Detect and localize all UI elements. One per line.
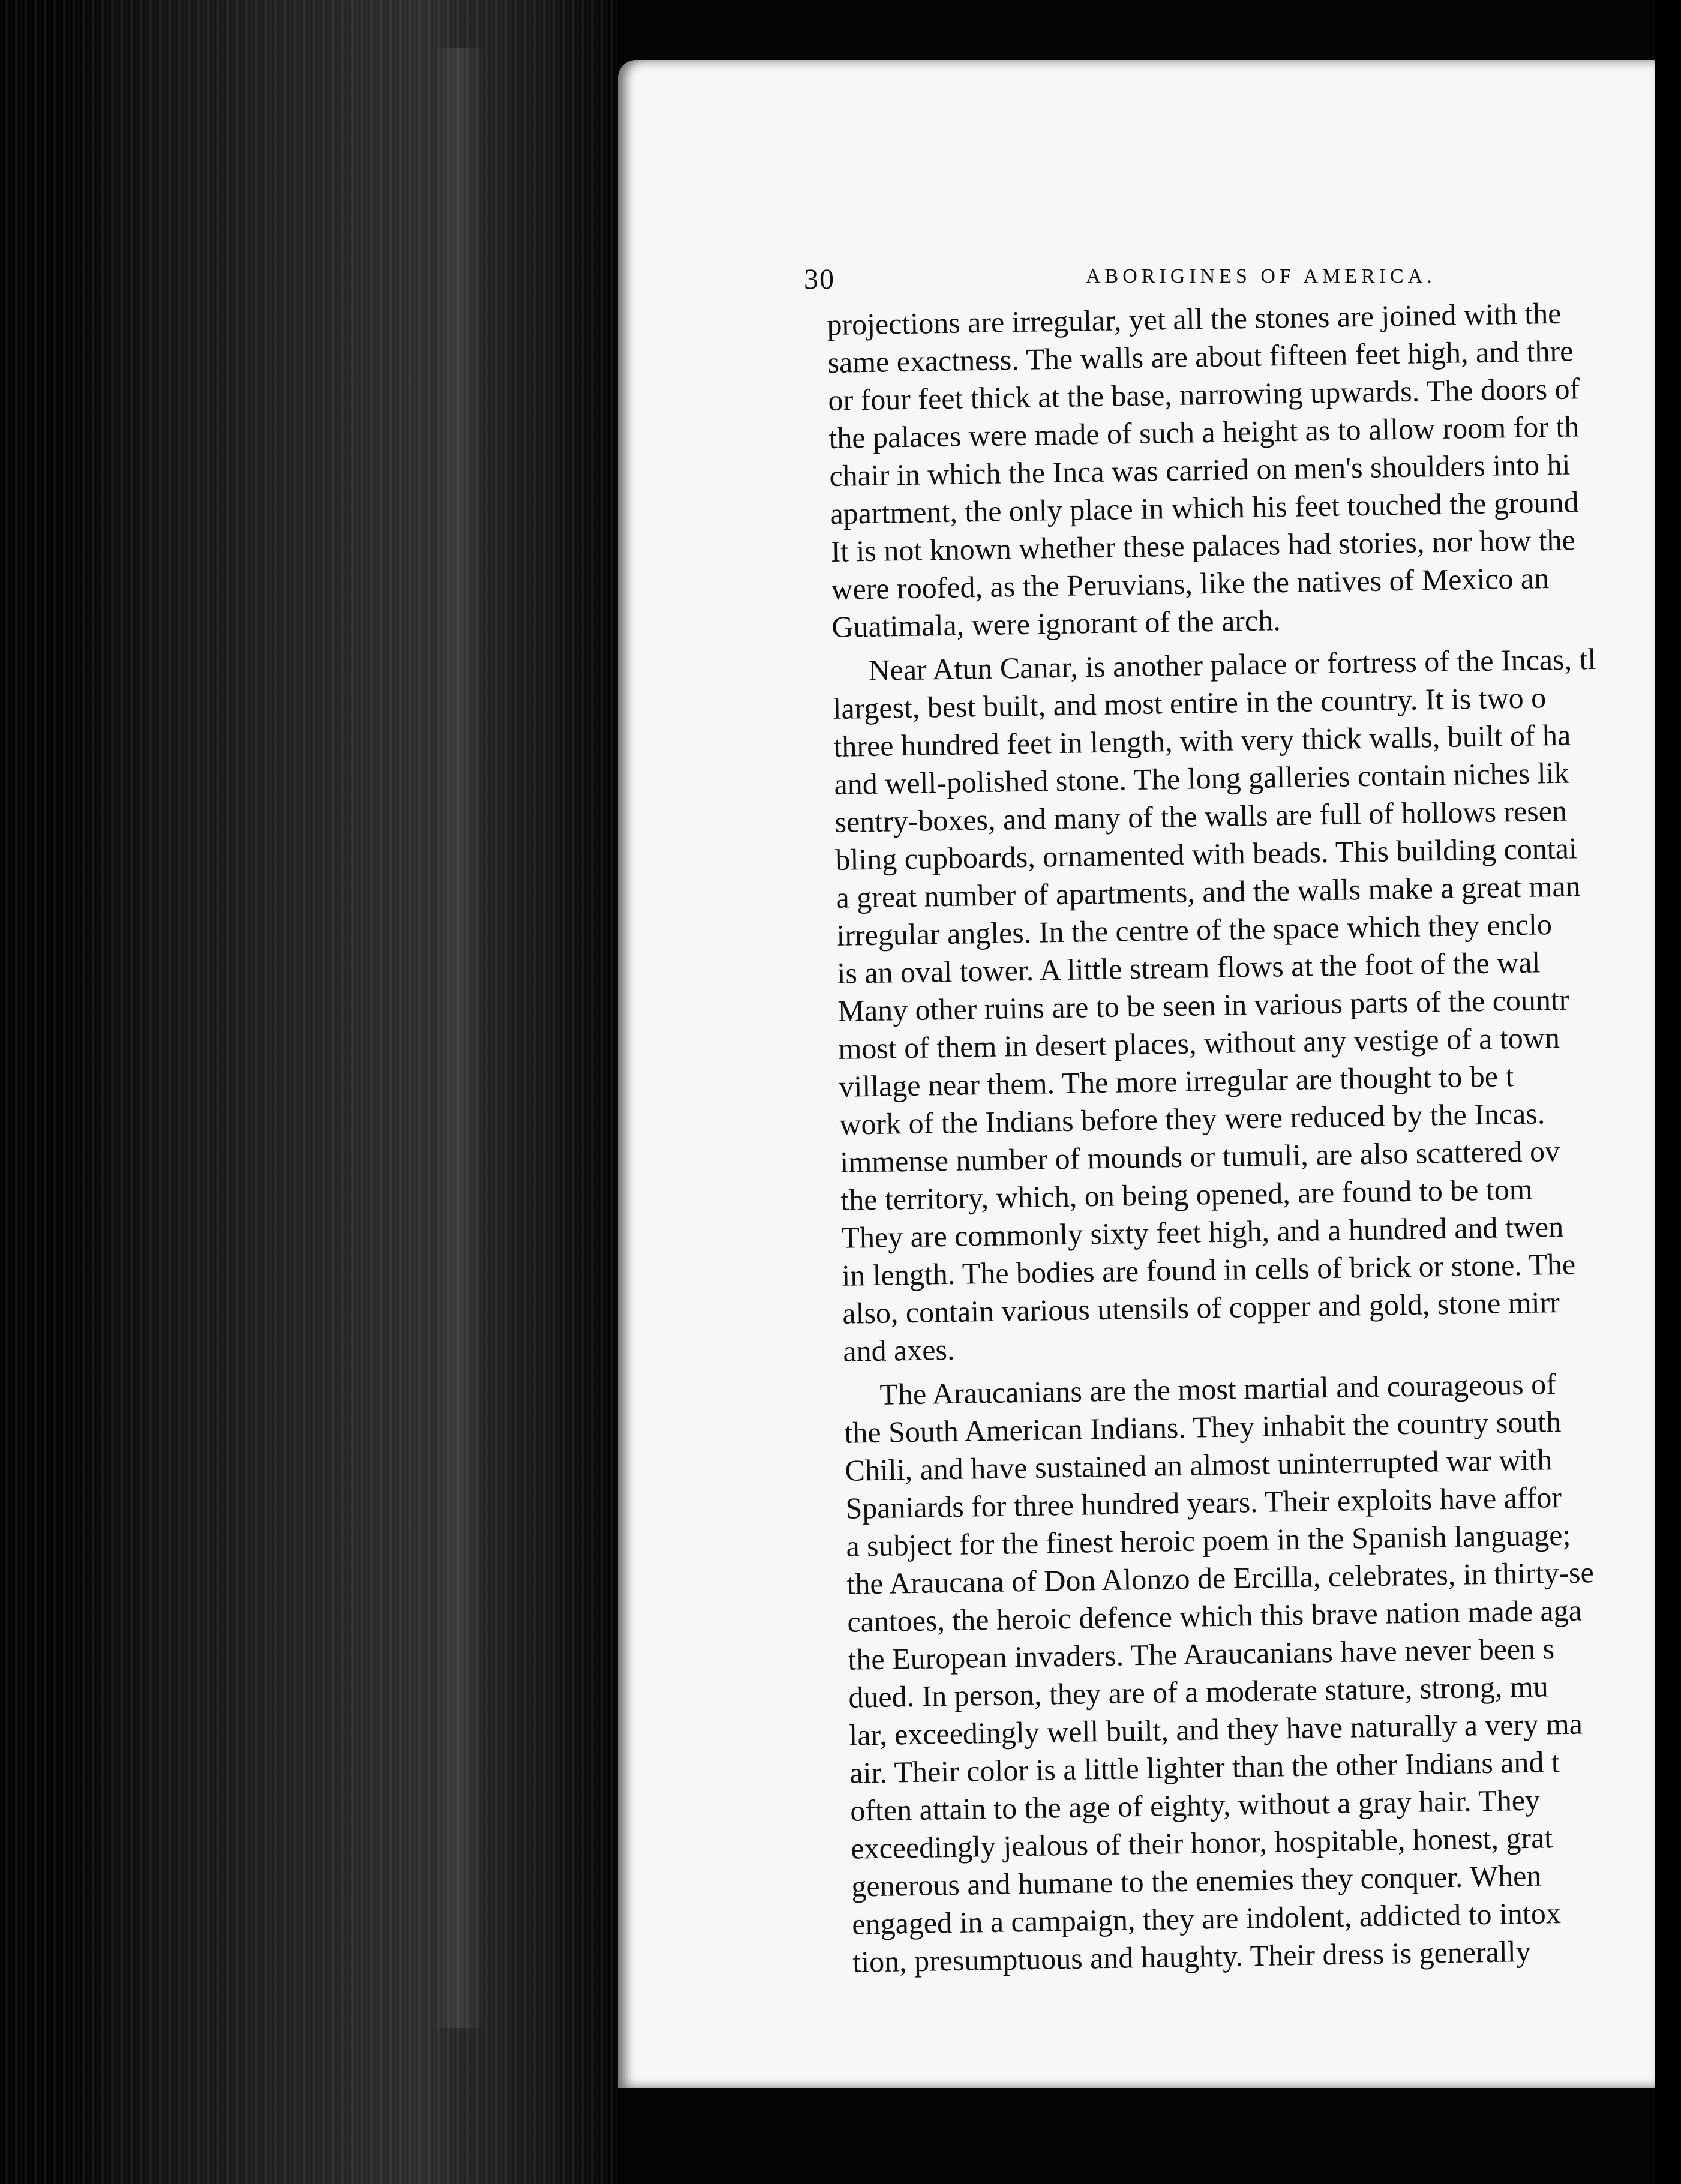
text-line: often attain to the age of eighty, without a gray hair. They (849, 1783, 1541, 1828)
text-line: bling cupboards, ornamented with beads. This building contai (835, 831, 1578, 877)
text-line: Spaniards for three hundred years. Their exploits have affor (845, 1480, 1562, 1525)
text-line: and axes. (842, 1332, 955, 1368)
text-line: sentry-boxes, and many of the walls are full of hollows resen (835, 793, 1568, 839)
text-line: a subject for the finest heroic poem in the Spanish language; (846, 1517, 1571, 1563)
text-line: work of the Indians before they were reduced by the Incas. (839, 1096, 1545, 1141)
text-line: largest, best built, and most entire in the country. It is two o (833, 680, 1547, 725)
text-line: apartment, the only place in which his feet touched the ground (829, 485, 1579, 530)
text-line: exceedingly jealous of their honor, hospitable, honest, grat (850, 1820, 1553, 1865)
text-line: Guatimala, were ignorant of the arch. (831, 603, 1281, 644)
text-line: most of them in desert places, without any vestige of a town (838, 1020, 1560, 1066)
body-text (827, 293, 1680, 1979)
text-line: air. Their color is a little lighter than the other Indians and t (849, 1745, 1560, 1790)
text-line: the South American Indians. They inhabit the country south (844, 1405, 1562, 1450)
running-head-title: ABORIGINES OF AMERICA. (1086, 265, 1436, 287)
text-line: and well-polished stone. The long galleries contain niches lik (834, 755, 1569, 801)
text-line: or four feet thick at the base, narrowing upwards. The doors of (828, 371, 1580, 417)
text-line: tion, presumptuous and haughty. Their dress is generally (852, 1934, 1532, 1979)
text-line: the palaces were made of such a height as to allow room for th (829, 409, 1580, 455)
text-line: same exactness. The walls are about fifteen feet high, and thre (827, 334, 1574, 379)
text-line: were roofed, as the Peruvians, like the natives of Mexico an (830, 561, 1550, 606)
book-edge (0, 0, 618, 2184)
text-line: Chili, and have sustained an almost uninterrupted war with (845, 1442, 1553, 1487)
text-line: a great number of apartments, and the walls make a great man (836, 869, 1581, 914)
text-line: the Araucana of Don Alonzo de Ercilla, celebrates, in thirty-se (846, 1555, 1595, 1601)
text-line: village near them. The more irregular are thought to be t (838, 1059, 1514, 1103)
text-line: Many other ruins are to be seen in various parts of the countr (838, 982, 1569, 1028)
text-line: chair in which the Inca was carried on men's shoulders into hi (829, 447, 1571, 493)
text-line: also, contain various utensils of copper and gold, stone mirr (842, 1285, 1560, 1330)
text-line: is an oval tower. A little stream flows at the foot of the wal (837, 945, 1541, 990)
page-number: 30 (804, 263, 835, 295)
text-line: lar, exceedingly well built, and they have naturally a very ma (848, 1706, 1583, 1752)
paragraph-first-line: Near Atun Canar, is another palace or fortress of the Incas, tl (868, 641, 1596, 687)
text-line: immense number of mounds or tumuli, are also scattered ov (839, 1133, 1560, 1179)
text-line: projections are irregular, yet all the stones are joined with the (827, 296, 1562, 341)
text-line: It is not known whether these palaces had stories, nor how the (830, 523, 1576, 568)
text-line: They are commonly sixty feet high, and a hundred and twen (841, 1209, 1564, 1255)
text-line: engaged in a campaign, they are indolent, addicted to intox (851, 1896, 1562, 1941)
text-line: the territory, which, on being opened, are found to be tom (840, 1172, 1533, 1217)
text-line: irregular angles. In the centre of the space which they enclo (836, 907, 1553, 952)
text-line: three hundred feet in length, with very thick walls, built of ha (833, 718, 1571, 763)
text-line: generous and humane to the enemies they conquer. When (851, 1858, 1542, 1903)
paragraph-first-line: The Araucanians are the most martial and courageous of (879, 1367, 1557, 1411)
text-line: in length. The bodies are found in cells of brick or stone. The (841, 1247, 1576, 1292)
text-line: the European invaders. The Araucanians have never been s (847, 1631, 1555, 1676)
text-line: cantoes, the heroic defence which this brave nation made aga (847, 1593, 1583, 1639)
text-line: dued. In person, they are of a moderate stature, strong, mu (848, 1669, 1549, 1714)
